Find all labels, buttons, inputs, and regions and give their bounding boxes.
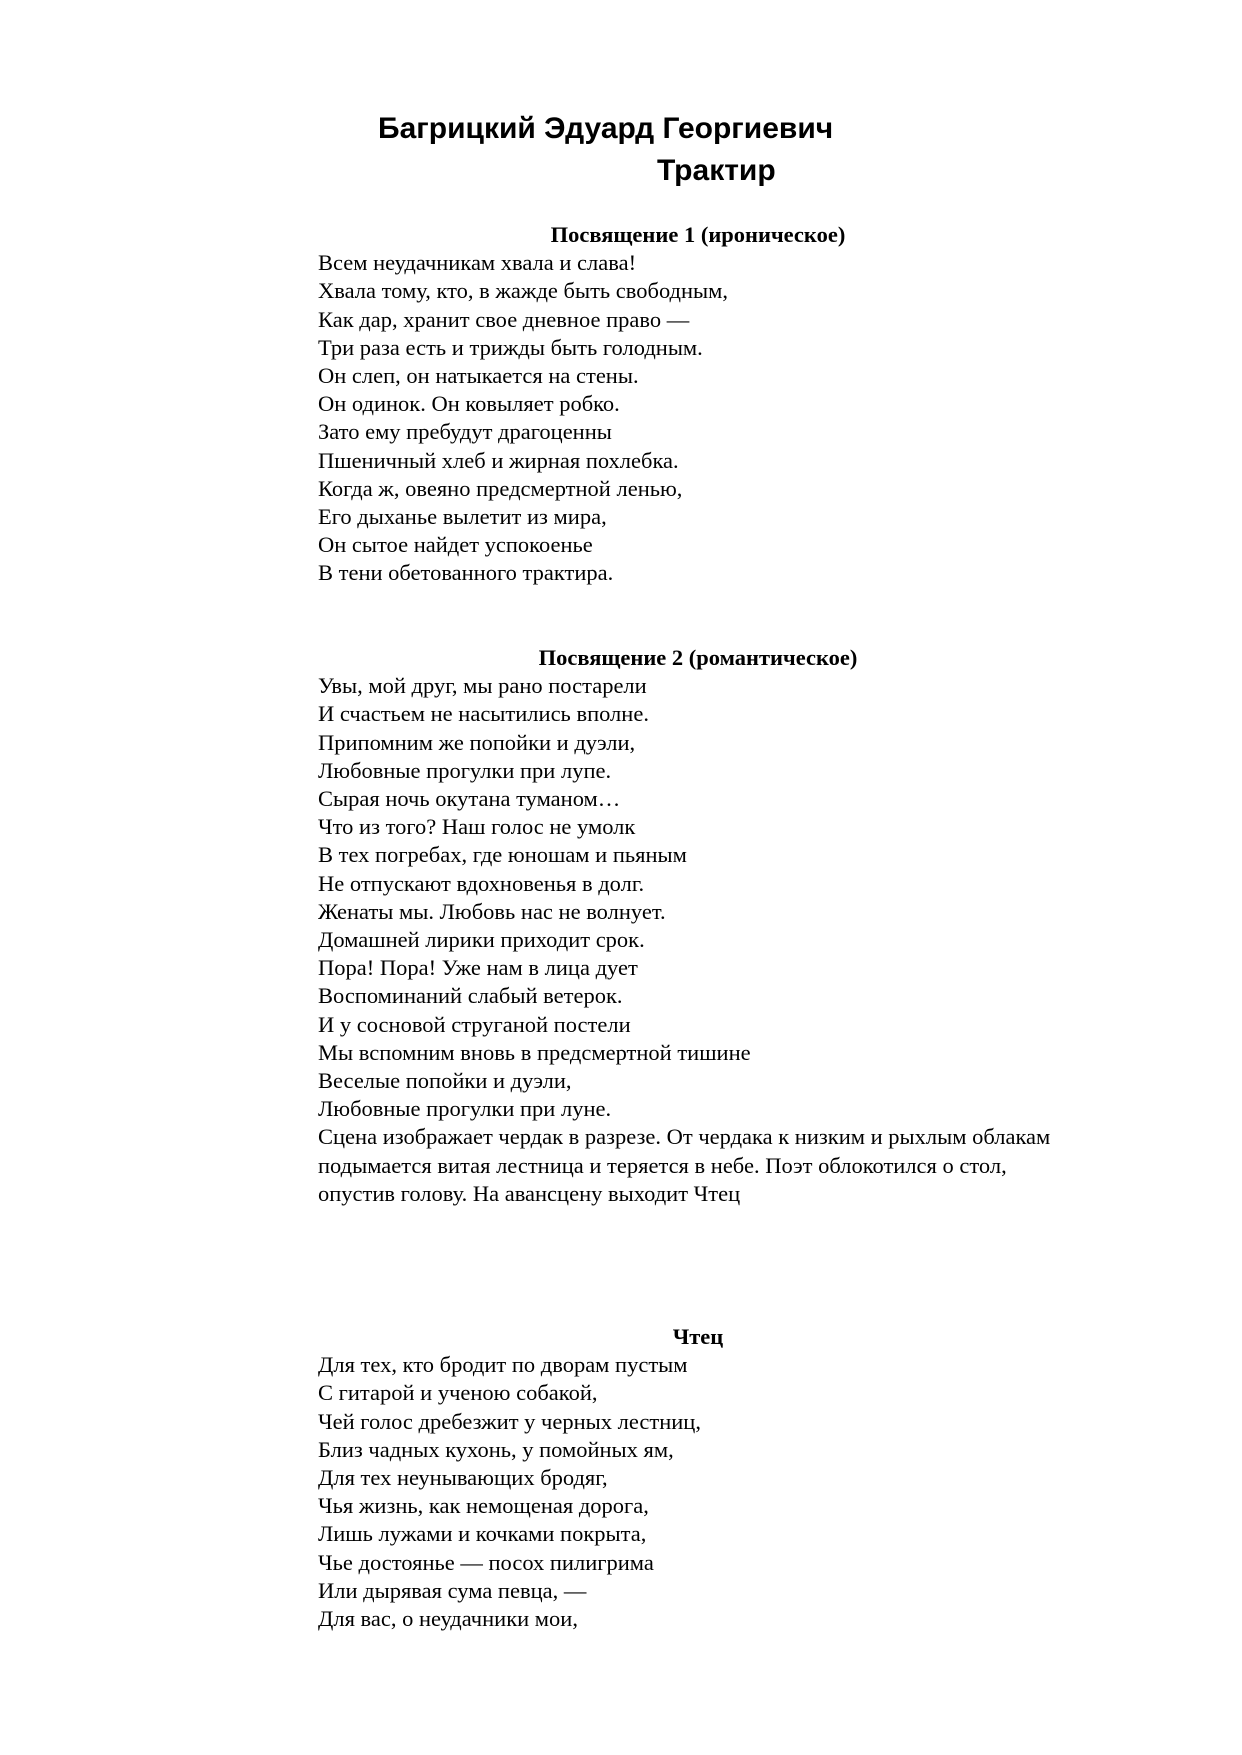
verse-line: Три раза есть и трижды быть голодным. — [318, 334, 703, 360]
author-name: Багрицкий Эдуард Георгиевич — [378, 112, 834, 145]
verse-line: Не отпускают вдохновенья в долг. — [318, 870, 645, 896]
verse-line: Или дырявая сума певца, — — [318, 1577, 587, 1603]
verse-line: Любовные прогулки при лупе. — [318, 757, 612, 783]
verse-line: И у сосновой струганой постели — [318, 1011, 631, 1037]
verse-line: Когда ж, овеяно предсмертной ленью, — [318, 475, 683, 501]
verse-line: Он слеп, он натыкается на стены. — [318, 363, 639, 389]
verse-line: Чья жизнь, как немощеная дорога, — [318, 1493, 649, 1519]
verse-line: Веселые попойки и дуэли, — [318, 1068, 572, 1094]
verse-line: Он одинок. Он ковыляет робко. — [318, 391, 620, 417]
verse-line: Его дыханье вылетит из мира, — [318, 504, 607, 530]
verse-line: Что из того? Наш голос не умолк — [318, 814, 636, 840]
section-heading: Чтец — [672, 1324, 724, 1349]
section-heading: Посвящение 2 (романтическое) — [538, 645, 858, 670]
verse-line: Он сытое найдет успокоенье — [318, 532, 593, 558]
verse-line: Близ чадных кухонь, у помойных ям, — [318, 1436, 674, 1462]
verse-line: Лишь лужами и кочками покрыта, — [318, 1521, 647, 1547]
verse-line: Всем неудачникам хвала и слава! — [318, 250, 637, 276]
verse-line: Женаты мы. Любовь нас не волнует. — [318, 898, 666, 924]
stage-direction-line: Сцена изображает чердак в разрезе. От чердака к низким и рыхлым облакам — [318, 1124, 1051, 1150]
verse-line: Увы, мой друг, мы рано постарели — [318, 673, 647, 699]
verse-line: Чей голос дребезжит у черных лестниц, — [318, 1408, 701, 1434]
dedication-2-section — [318, 644, 1078, 1208]
verse-line: Хвала тому, кто, в жажде быть свободным, — [318, 278, 729, 304]
verse-line: Домашней лирики приходит срок. — [318, 927, 645, 953]
stage-direction-line: подымается витая лестница и теряется в небе. Поэт облокотился о стол, — [318, 1152, 1007, 1178]
verse-line: Мы вспомним вновь в предсмертной тишине — [318, 1039, 751, 1065]
stage-direction-line: опустив голову. На авансцену выходит Чтец — [318, 1180, 741, 1206]
work-title: Трактир — [657, 154, 776, 187]
verse-line: Чье достоянье — посох пилигрима — [318, 1549, 654, 1575]
dedication-1-section — [318, 221, 1078, 588]
verse-line: Для вас, о неудачники мои, — [318, 1606, 578, 1632]
verse-line: Для тех неунывающих бродяг, — [318, 1465, 608, 1491]
verse-line: В тени обетованного трактира. — [318, 560, 614, 586]
verse-line: Для тех, кто бродит по дворам пустым — [318, 1352, 688, 1378]
verse-line: Пора! Пора! Уже нам в лица дует — [318, 955, 638, 981]
verse-line: Любовные прогулки при луне. — [318, 1096, 612, 1122]
verse-line: И счастьем не насытились вполне. — [318, 701, 649, 727]
verse-line: Зато ему пребудут драгоценны — [318, 419, 612, 445]
reader-section — [318, 1323, 1078, 1633]
verse-line: Как дар, хранит свое дневное право — — [318, 306, 690, 332]
verse-line: Припомним же попойки и дуэли, — [318, 729, 636, 755]
verse-line: Пшеничный хлеб и жирная похлебка. — [318, 447, 679, 473]
verse-line: В тех погребах, где юношам и пьяным — [318, 842, 687, 868]
section-heading: Посвящение 1 (ироническое) — [550, 222, 846, 247]
verse-line: Воспоминаний слабый ветерок. — [318, 983, 623, 1009]
verse-line: Сырая ночь окутана туманом… — [318, 786, 621, 812]
verse-line: С гитарой и ученою собакой, — [318, 1380, 598, 1406]
